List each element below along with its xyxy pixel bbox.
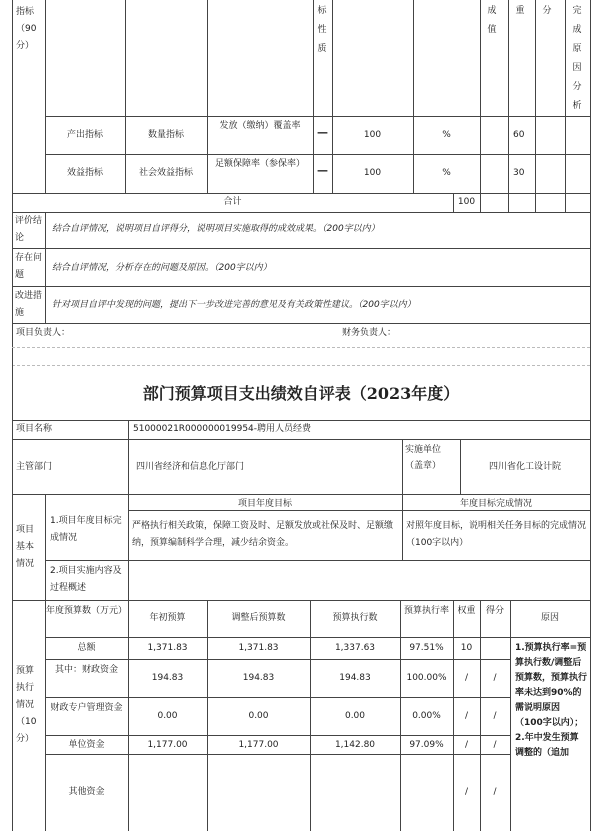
total-label: 合计	[223, 197, 242, 207]
budget-row-special-executed: 0.00	[344, 711, 366, 721]
budget-row-unit-score: /	[493, 740, 497, 750]
annual-target-header: 项目年度目标	[237, 499, 292, 509]
weight-header: 重	[515, 6, 525, 16]
completion-text: 对照年度目标，说明相关任务目标的完成情况（100字以内）	[406, 521, 587, 548]
budget-reason-text: 1.预算执行率=预算执行数/调整后预算数，预算执行率未达到90%的需说明原因（100字以内）；2.年中发生预算调整的（追加	[515, 643, 587, 758]
budget-row-fiscal-executed: 194.83	[339, 673, 371, 683]
eval-conclusion-text: 结合自评情况，说明项目自评得分，说明项目实施取得的成效成果。（200字以内）	[52, 224, 380, 234]
impl-label: 实施单位（盖章）	[405, 445, 442, 471]
row2-unit: %	[442, 168, 451, 178]
row2-level1: 效益指标	[66, 168, 103, 178]
budget-row-total-adjusted: 1,371.83	[238, 643, 279, 653]
finance-lead-label: 财务负责人：	[342, 328, 397, 338]
issues-label: 存在问题	[15, 253, 43, 280]
budget-row-fiscal-weight: /	[464, 673, 469, 683]
improvement-label: 改进措施	[15, 291, 43, 318]
impl-value: 四川省化工设计院	[488, 462, 561, 472]
budget-row-unit-item: 单位资金	[68, 740, 105, 750]
indicator-label: 指标（90分）	[16, 7, 37, 51]
budget-row-fiscal-score: /	[493, 673, 497, 683]
budget-row-special-adjusted: 0.00	[248, 711, 269, 721]
budget-header-rate: 预算执行率	[404, 606, 450, 616]
row1-level1: 产出指标	[66, 130, 103, 140]
budget-row-other-score: /	[493, 787, 497, 797]
budget-row-special-score: /	[493, 711, 497, 721]
budget-row-unit-executed: 1,142.80	[334, 740, 376, 750]
value-header: 成值	[487, 6, 497, 35]
budget-row-other-weight: /	[464, 787, 469, 797]
total-value: 100	[457, 197, 476, 207]
row1-nature: —	[317, 126, 328, 139]
budget-row-fiscal-adjusted: 194.83	[242, 673, 275, 683]
row2-target: 100	[363, 168, 382, 178]
budget-header-initial: 年初预算	[149, 613, 186, 623]
row1-level3: 发放（缴纳）覆盖率	[219, 121, 301, 131]
row1-target: 100	[363, 130, 382, 140]
budget-header-executed: 预算执行数	[332, 613, 378, 623]
budget-row-fiscal-rate: 100.00%	[406, 673, 447, 683]
budget-row-unit-rate: 97.09%	[409, 740, 444, 750]
budget-header-weight: 权重	[457, 606, 476, 616]
budget-row-special-item: 财政专户管理资金	[50, 703, 123, 713]
score-header: 分	[542, 6, 552, 16]
row1-unit: %	[442, 130, 451, 140]
budget-header-reason: 原因	[540, 613, 559, 623]
improvement-text: 针对项目自评中发现的问题，提出下一步改进完善的意见及有关政策性建议。（200字以内）	[52, 300, 416, 310]
budget-header-item: 年度预算数（万元）	[45, 606, 127, 616]
issues-text: 结合自评情况，分析存在的问题及原因。（200字以内）	[52, 263, 272, 273]
budget-row-total-executed: 1,337.63	[334, 643, 376, 653]
budget-row-total-initial: 1,371.83	[147, 643, 188, 653]
dept-label: 主管部门	[16, 462, 53, 472]
row2-level3: 足额保障率（参保率）	[214, 159, 305, 169]
page-title: 部门预算项目支出绩效自评表（2023年度）	[142, 384, 460, 403]
eval-conclusion-label: 评价结论	[15, 216, 43, 243]
budget-row-total-weight: 10	[460, 643, 473, 653]
row1-level2: 数量指标	[147, 130, 184, 140]
basic-label: 项目基本情况	[16, 525, 35, 569]
budget-row-unit-adjusted: 1,177.00	[238, 740, 279, 750]
annual-target-text: 严格执行相关政策，保障工资及时、足额发放或社保及时、足额缴纳，预算编制科学合理，减少结余资金。	[132, 521, 394, 548]
budget-header-score: 得分	[485, 606, 504, 616]
budget-row-other-item: 其他资金	[68, 787, 105, 797]
budget-row-unit-weight: /	[464, 740, 469, 750]
budget-row-special-weight: /	[464, 711, 469, 721]
project-lead-label: 项目负责人：	[16, 328, 71, 338]
budget-label: 预算执行情况（10分）	[16, 666, 37, 744]
budget-header-adjusted: 调整后预算数	[231, 613, 286, 623]
dept-value: 四川省经济和信息化厅部门	[136, 462, 245, 472]
budget-row-special-rate: 0.00%	[412, 711, 441, 721]
reason-header: 完成原因分析	[572, 6, 582, 111]
basic-row2-label: 2.项目实施内容及过程概述	[50, 566, 122, 593]
nature-header: 标性质	[317, 6, 327, 54]
project-name-label: 项目名称	[16, 424, 53, 434]
project-name-value: 51000021R000000019954-聘用人员经费	[133, 424, 312, 434]
row2-weight: 30	[513, 168, 525, 178]
budget-row-fiscal-initial: 194.83	[151, 673, 184, 683]
budget-row-total-rate: 97.51%	[409, 643, 444, 653]
budget-row-total-item: 总额	[77, 643, 96, 653]
completion-header: 年度目标完成情况	[459, 499, 532, 509]
row1-weight: 60	[513, 130, 525, 140]
budget-row-fiscal-item: 其中：财政资金	[54, 665, 118, 675]
row2-nature: —	[317, 164, 328, 177]
budget-row-special-initial: 0.00	[157, 711, 178, 721]
row2-level2: 社会效益指标	[138, 168, 193, 178]
basic-row1-label: 1.项目年度目标完成情况	[50, 516, 122, 543]
budget-row-unit-initial: 1,177.00	[147, 740, 188, 750]
